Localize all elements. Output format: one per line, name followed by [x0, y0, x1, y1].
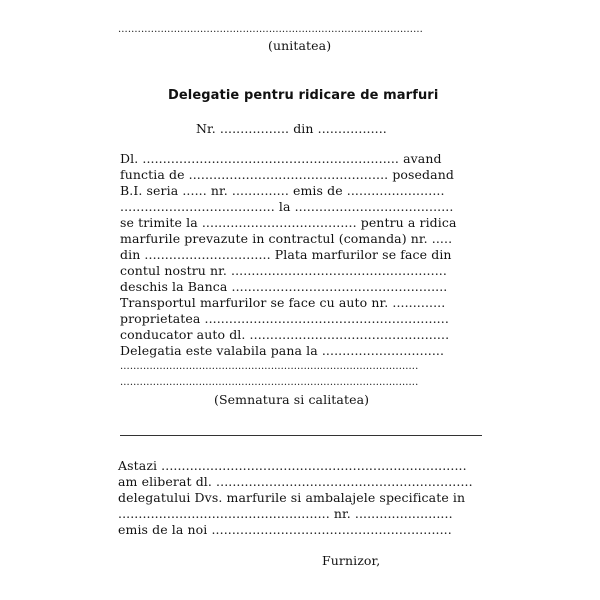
- body-line: proprietatea ............................................................: [120, 311, 449, 326]
- signature-label: (Semnatura si calitatea): [214, 392, 370, 407]
- release-line: Astazi ...........................................................................: [118, 458, 467, 473]
- release-line: delegatului Dvs. marfurile si ambalajele specificate in: [118, 490, 466, 505]
- unit-dots-line: .............................................................................................: [118, 24, 423, 35]
- body-line: conducator auto dl. .................................................: [120, 327, 450, 342]
- body-line: din ............................... Plata marfurilor se face din: [120, 247, 452, 262]
- body-line: deschis la Banca .....................................................: [120, 279, 448, 294]
- body-line: Dl. ............................................................... avand: [120, 151, 442, 166]
- body-line: B.I. seria ...... nr. .............. emis de ........................: [120, 183, 445, 198]
- separator-line: [120, 435, 482, 436]
- body-line: marfurile prevazute in contractul (comanda) nr. .....: [120, 231, 453, 246]
- body-line: ...........................................................................................: [120, 377, 419, 388]
- supplier-label: Furnizor,: [322, 553, 381, 568]
- body-line: functia de ................................................. posedand: [120, 167, 454, 182]
- release-line: emis de la noi ...........................................................: [118, 522, 452, 537]
- release-line: .................................................... nr. ........................: [118, 506, 453, 521]
- unit-label: (unitatea): [268, 38, 332, 53]
- body-line: ...................................... la .......................................: [120, 199, 454, 214]
- body-line: Transportul marfurilor se face cu auto nr. .............: [120, 295, 446, 310]
- body-line: Delegatia este valabila pana la ..............................: [120, 343, 445, 358]
- body-line: ...........................................................................................: [120, 361, 419, 372]
- document-title: Delegatie pentru ridicare de marfuri: [168, 88, 439, 103]
- body-line: contul nostru nr. .....................................................: [120, 263, 447, 278]
- number-date-line: Nr. ................. din .................: [196, 121, 387, 136]
- body-line: se trimite la ...................................... pentru a ridica: [120, 215, 457, 230]
- release-line: am eliberat dl. ...............................................................: [118, 474, 473, 489]
